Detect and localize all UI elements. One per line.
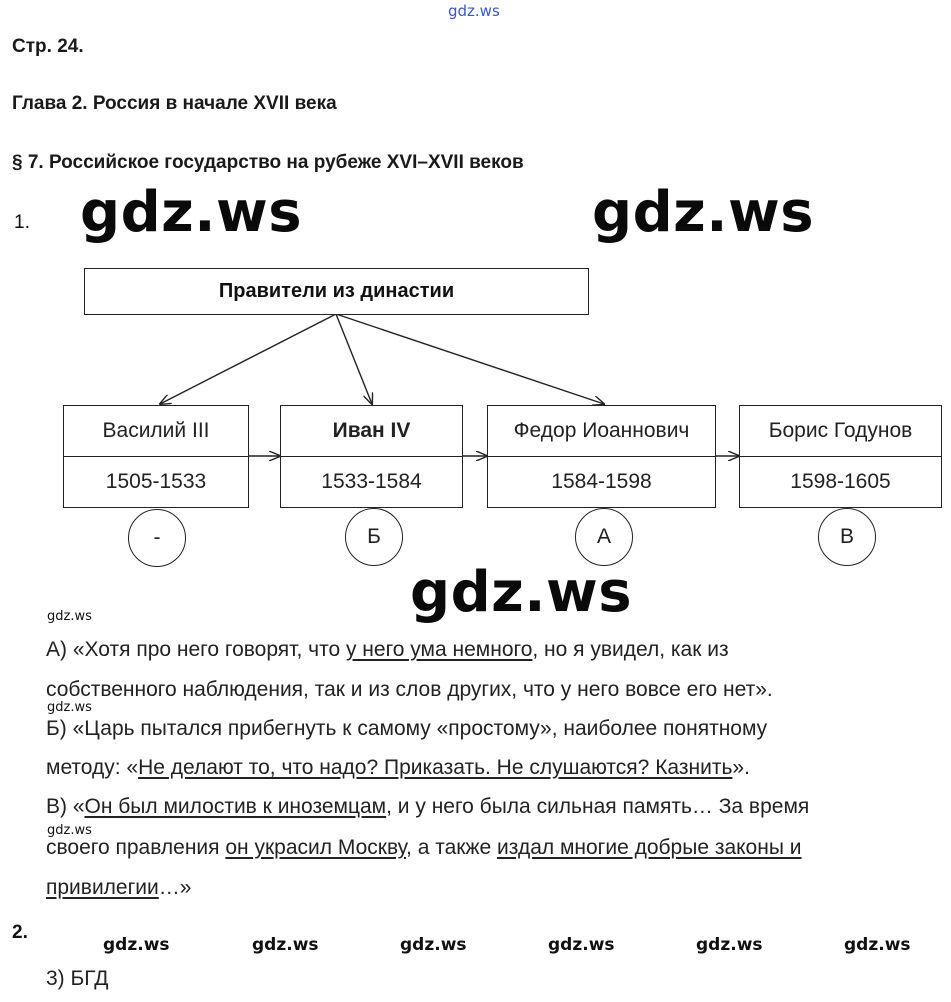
ruler-years: 1598-1605 [790,470,891,493]
quote-a-line2: собственного наблюдения, так и из слов других, что у него вовсе его нет». [46,678,773,701]
task1-number: 1. [14,212,30,233]
answer-circle-fedor [575,508,633,566]
dynasty-box-label: Правители из династии [218,280,455,302]
watermark-large-3: gdz.ws [410,560,633,625]
quote-text: …» [158,876,192,899]
watermark-small-3: gdz.ws [47,823,92,838]
quote-text: , а также [406,836,498,859]
quote-c-line2 [46,835,802,860]
watermark-row-2: gdz.ws [252,935,319,955]
watermark-row-5: gdz.ws [696,935,763,955]
watermark-large-2: gdz.ws [592,180,815,245]
answer-letter: - [153,526,161,549]
answer-letter: А [596,525,611,548]
ruler-years: 1505-1533 [105,470,207,493]
dynasty-box [84,268,589,315]
ruler-box-ivan [280,405,463,508]
ruler-box-boris [739,405,942,508]
quote-text: методу: « [46,756,139,779]
quote-c-line3 [46,875,191,900]
quote-b-line1: Б) «Царь пытался прибегнуть к самому «простому», наиболее понятному [46,717,768,740]
quote-text: своего правления [46,836,226,859]
quote-text: В) « [46,795,85,818]
watermark-small-1: gdz.ws [47,609,92,624]
ruler-name: Борис Годунов [740,406,941,457]
watermark-row-3: gdz.ws [400,935,467,955]
quote-text: А) «Хотя про него говорят, что [46,638,346,661]
quote-text: ». [732,756,750,779]
watermark-row-4: gdz.ws [548,935,615,955]
ruler-years: 1533-1584 [321,470,422,493]
task2-answer: 3) БГД [46,967,109,990]
watermark-top: gdz.ws [448,2,500,20]
watermark-small-2: gdz.ws [47,700,92,715]
quote-b-line2 [46,755,750,780]
answer-circle-vasily [128,509,186,567]
ruler-name: Иван IV [281,406,462,457]
answer-circle-boris [818,508,876,566]
ruler-box-vasily [63,405,249,508]
quote-underlined: Он был милостив к иноземцам [84,795,387,818]
quote-text: , но я увидел, как из [532,638,729,661]
quote-underlined: у него ума немного [345,638,533,661]
quote-underlined: издал многие добрые законы и [497,836,802,859]
watermark-row-6: gdz.ws [844,935,911,955]
ruler-name: Федор Иоаннович [488,406,715,457]
watermark-row-1: gdz.ws [103,935,170,955]
quote-underlined: он украсил Москву [225,836,407,859]
answer-circle-ivan [345,508,403,566]
watermark-large-1: gdz.ws [80,180,303,245]
ruler-name: Василий III [64,406,248,457]
task2-number: 2. [12,922,28,943]
section-title: § 7. Российское государство на рубеже XVI–XVII веков [12,152,524,173]
ruler-box-fedor [487,405,716,508]
quote-a-line1 [46,637,729,662]
answer-letter: Б [367,525,381,548]
quote-c-line1 [46,794,809,819]
chapter-title: Глава 2. Россия в начале XVII века [12,93,337,114]
quote-text: , и у него была сильная память… За время [386,795,810,818]
page-label: Стр. 24. [12,36,84,57]
ruler-years: 1584-1598 [551,470,652,493]
quote-underlined: Не делают то, что надо? Приказать. Не слушаются? Казнить [138,756,733,779]
quote-underlined: привилегии [46,876,159,899]
answer-letter: В [839,525,854,548]
